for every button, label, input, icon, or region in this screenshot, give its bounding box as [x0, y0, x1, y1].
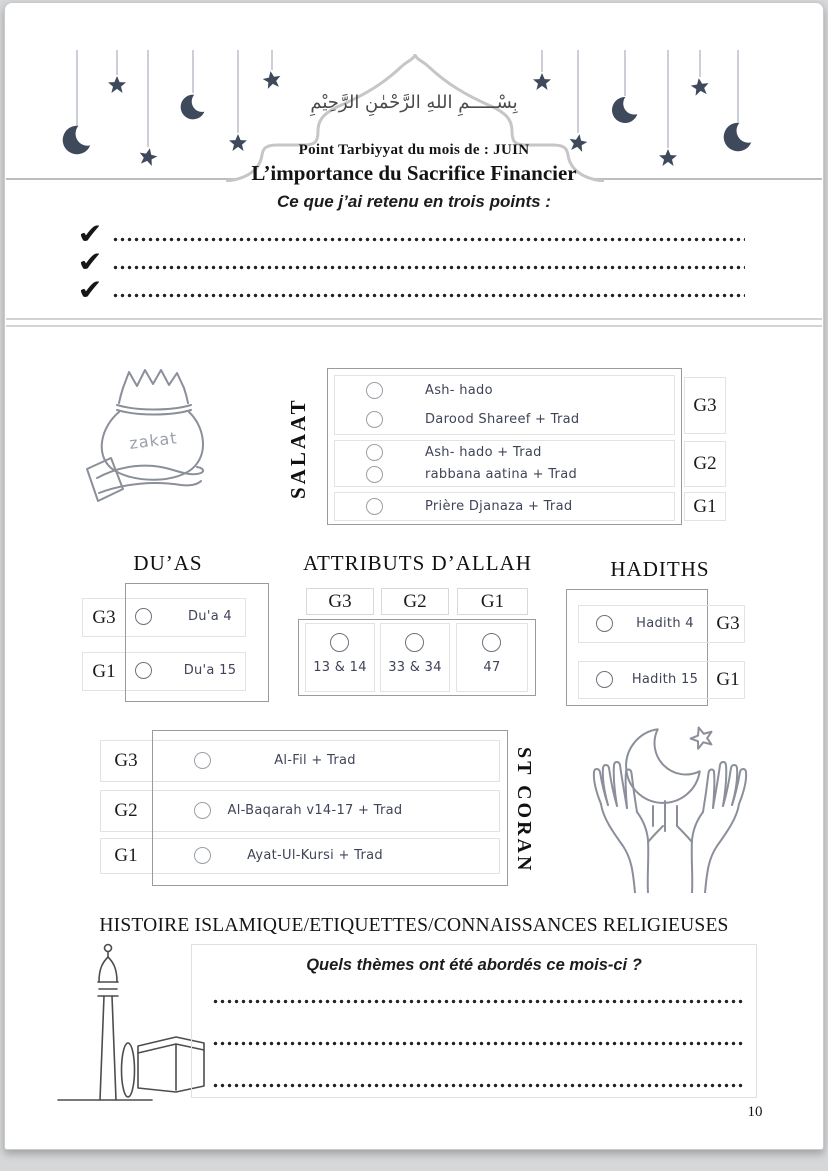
coran-grade-g2: G2: [114, 800, 138, 821]
salaat-grade-g1: G1: [684, 492, 726, 521]
minaret-dome: [99, 957, 117, 982]
attributs-value-g3: 13 & 14: [313, 660, 367, 675]
bag-tie: [117, 405, 191, 415]
salaat-grade-g2: G2: [684, 441, 726, 487]
coran-grade-g3: G3: [114, 750, 138, 771]
hadiths-title: HADITHS: [610, 557, 710, 581]
salaat-item-label: Ash- hado: [425, 383, 493, 398]
salaat-item-label: Ash- hado + Trad: [425, 444, 542, 460]
salaat-checkbox-g3-1[interactable]: [366, 382, 383, 399]
attributs-checkbox-g3[interactable]: [330, 633, 349, 652]
salaat-checkbox-g1-1[interactable]: [366, 498, 383, 515]
coran-item-label: Al-Fil + Trad: [274, 753, 356, 768]
coran-grade-g1: G1: [114, 845, 138, 866]
checkmark-icon: ✔: [76, 274, 105, 307]
hadiths-item-label: Hadith 15: [631, 672, 699, 687]
minaret-balcony: [98, 982, 118, 996]
duas-title: DU’AS: [133, 551, 203, 575]
open-hand: [677, 762, 746, 893]
attributs-checkbox-g2[interactable]: [405, 633, 424, 652]
crescent-moon-icon: [178, 92, 208, 122]
salaat-item-label: Prière Djanaza + Trad: [425, 499, 573, 514]
page-title: L’importance du Sacrifice Financier: [251, 161, 577, 185]
section-divider-line: [6, 325, 822, 327]
duas-grade-g1: G1: [92, 660, 116, 682]
retenu-writing-line-3[interactable]: [112, 293, 745, 298]
retenu-writing-line-1[interactable]: [112, 237, 745, 242]
hadiths-grade-g3: G3: [716, 613, 740, 634]
salaat-checkbox-g3-2[interactable]: [366, 411, 383, 428]
salaat-checkbox-g2-1[interactable]: [366, 444, 383, 461]
hadiths-checkbox-g1[interactable]: [596, 671, 613, 688]
crescent-moon-icon: [610, 95, 640, 125]
coran-checkbox-g3[interactable]: [194, 752, 211, 769]
header-line1: Point Tarbiyyat du mois de : JUIN: [298, 142, 530, 158]
coran-item-label: Ayat-Ul-Kursi + Trad: [247, 848, 383, 863]
themes-writing-line-2[interactable]: [212, 1041, 745, 1046]
salaat-section-label: SALAAT: [286, 397, 310, 499]
star-icon: [690, 77, 710, 96]
hand-bottom: [99, 481, 201, 493]
page-number: 10: [747, 1104, 763, 1120]
crescent-moon-icon: [60, 123, 94, 157]
histoire-title: HISTOIRE ISLAMIQUE/ETIQUETTES/CONNAISSANCES RELIGIEUSES: [99, 915, 729, 936]
duas-item-label: Du'a 4: [188, 609, 232, 624]
attributs-title: ATTRIBUTS D’ALLAH: [303, 551, 532, 575]
salaat-grade-g3: G3: [684, 377, 726, 434]
minaret-and-kaaba-illustration: [52, 940, 210, 1105]
attributs-checkbox-g1[interactable]: [482, 633, 501, 652]
themes-question: Quels thèmes ont été abordés ce mois-ci ?: [306, 956, 642, 974]
coran-checkbox-g1[interactable]: [194, 847, 211, 864]
coran-section-label: ST CORAN: [513, 746, 535, 874]
crescent-moon-icon: [626, 729, 700, 803]
checkmark-icon: ✔: [76, 246, 105, 279]
sleeve-cuff: [87, 458, 123, 501]
coran-checkbox-g2[interactable]: [194, 802, 211, 819]
themes-writing-line-1[interactable]: [212, 999, 745, 1004]
attributs-grade-g1: G1: [457, 588, 528, 615]
salaat-row-g3: [334, 375, 675, 435]
duas-checkbox-g3[interactable]: [135, 608, 152, 625]
section-divider-line: [6, 318, 822, 320]
bismillah-calligraphy: بِسْـــــمِ اللهِ الرَّحْمٰنِ الرَّحِيْمِ: [310, 92, 518, 113]
duas-grade-g3: G3: [92, 606, 116, 628]
themes-writing-line-3[interactable]: [212, 1083, 745, 1088]
retenu-writing-line-2[interactable]: [112, 265, 745, 270]
salaat-row-g2: [334, 440, 675, 487]
zakat-bag-label: zakat: [128, 428, 179, 453]
salaat-checkbox-g2-2[interactable]: [366, 466, 383, 483]
duas-checkbox-g1[interactable]: [135, 662, 152, 679]
salaat-row-g1: [334, 492, 675, 521]
hadiths-grade-g1: G1: [716, 669, 740, 690]
star-icon: [688, 724, 715, 750]
salaat-item-label: rabbana aatina + Trad: [425, 467, 578, 483]
minaret-finial: [105, 945, 112, 952]
duas-item-label: Du'a 15: [183, 663, 237, 678]
hadiths-checkbox-g3[interactable]: [596, 615, 613, 632]
star-icon: [108, 76, 126, 93]
hadiths-item-label: Hadith 4: [636, 616, 694, 631]
coran-item-label: Al-Baqarah v14-17 + Trad: [227, 803, 403, 818]
bag-fringe: [123, 370, 184, 388]
duas-table: [125, 583, 269, 702]
attributs-value-g1: 47: [483, 660, 501, 675]
light-rays: [653, 801, 677, 831]
crescent-moon-icon: [721, 120, 755, 154]
checkmark-icon: ✔: [76, 218, 105, 251]
attributs-value-g2: 33 & 34: [388, 660, 442, 675]
retenu-prompt: Ce que j’ai retenu en trois points :: [277, 192, 551, 211]
attributs-grade-g3: G3: [306, 588, 374, 615]
star-icon: [138, 146, 159, 166]
salaat-item-label: Darood Shareef + Trad: [425, 412, 580, 427]
minaret-tower: [100, 996, 116, 1100]
attributs-grade-g2: G2: [381, 588, 449, 615]
praying-hands-illustration: [575, 708, 765, 893]
zakat-bag-illustration: [85, 362, 243, 514]
